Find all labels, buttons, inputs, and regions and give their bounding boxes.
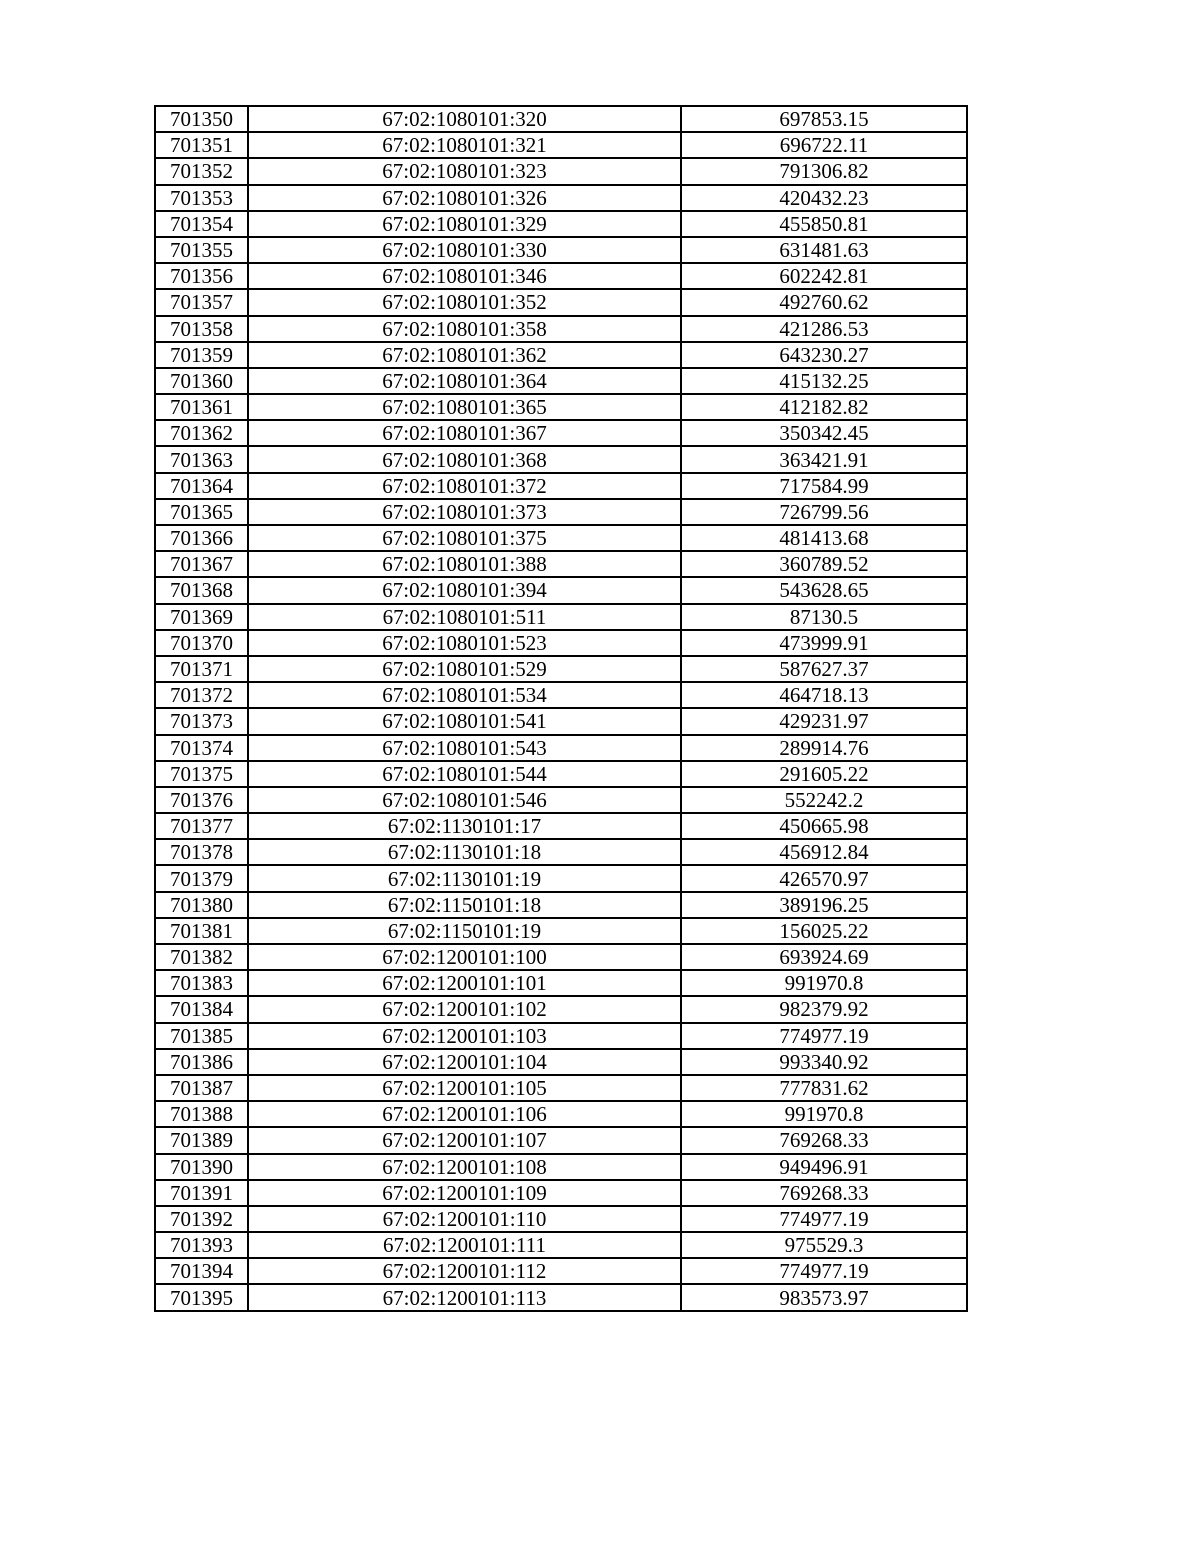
cadastral-number-cell: 67:02:1080101:346 [248, 263, 681, 289]
cadastral-value-cell: 991970.8 [681, 970, 967, 996]
table-row [155, 132, 967, 158]
cadastral-number-cell: 67:02:1080101:352 [248, 289, 681, 315]
row-number-cell: 701367 [155, 551, 248, 577]
cadastral-number-cell: 67:02:1200101:103 [248, 1023, 681, 1049]
cadastral-value-cell: 774977.19 [681, 1206, 967, 1232]
row-number-cell: 701363 [155, 446, 248, 472]
cadastral-number-cell: 67:02:1200101:105 [248, 1075, 681, 1101]
row-number-cell: 701371 [155, 656, 248, 682]
cadastral-value-cell: 983573.97 [681, 1284, 967, 1310]
table-row [155, 185, 967, 211]
row-number-cell: 701380 [155, 892, 248, 918]
cadastral-number-cell: 67:02:1080101:544 [248, 761, 681, 787]
cadastral-value-cell: 975529.3 [681, 1232, 967, 1258]
row-number-cell: 701374 [155, 735, 248, 761]
row-number-cell: 701350 [155, 106, 248, 132]
row-number-cell: 701364 [155, 473, 248, 499]
row-number-cell: 701392 [155, 1206, 248, 1232]
table-row [155, 473, 967, 499]
cadastral-number-cell: 67:02:1080101:321 [248, 132, 681, 158]
table-row [155, 1049, 967, 1075]
cadastral-value-cell: 769268.33 [681, 1180, 967, 1206]
cadastral-value-cell: 552242.2 [681, 787, 967, 813]
row-number-cell: 701391 [155, 1180, 248, 1206]
table-row [155, 158, 967, 184]
cadastral-value-cell: 415132.25 [681, 368, 967, 394]
cadastral-number-cell: 67:02:1200101:109 [248, 1180, 681, 1206]
cadastral-value-cell: 289914.76 [681, 735, 967, 761]
cadastral-value-cell: 426570.97 [681, 865, 967, 891]
table-row [155, 1101, 967, 1127]
cadastral-value-cell: 543628.65 [681, 577, 967, 603]
cadastral-number-cell: 67:02:1080101:511 [248, 604, 681, 630]
cadastral-number-cell: 67:02:1130101:18 [248, 839, 681, 865]
cadastral-number-cell: 67:02:1080101:534 [248, 682, 681, 708]
row-number-cell: 701377 [155, 813, 248, 839]
cadastral-value-cell: 696722.11 [681, 132, 967, 158]
row-number-cell: 701385 [155, 1023, 248, 1049]
cadastral-value-cell: 420432.23 [681, 185, 967, 211]
cadastral-number-cell: 67:02:1080101:367 [248, 420, 681, 446]
row-number-cell: 701359 [155, 342, 248, 368]
cadastral-number-cell: 67:02:1200101:104 [248, 1049, 681, 1075]
table-row [155, 106, 967, 132]
table-row [155, 708, 967, 734]
cadastral-value-cell: 455850.81 [681, 211, 967, 237]
cadastral-number-cell: 67:02:1080101:523 [248, 630, 681, 656]
table-row [155, 577, 967, 603]
cadastral-value-cell: 769268.33 [681, 1127, 967, 1153]
cadastral-value-cell: 777831.62 [681, 1075, 967, 1101]
table-row [155, 996, 967, 1022]
row-number-cell: 701395 [155, 1284, 248, 1310]
table-row [155, 446, 967, 472]
cadastral-value-cell: 363421.91 [681, 446, 967, 472]
row-number-cell: 701382 [155, 944, 248, 970]
cadastral-number-cell: 67:02:1080101:373 [248, 499, 681, 525]
table-row [155, 1154, 967, 1180]
table-row [155, 656, 967, 682]
row-number-cell: 701351 [155, 132, 248, 158]
row-number-cell: 701393 [155, 1232, 248, 1258]
cadastral-number-cell: 67:02:1080101:529 [248, 656, 681, 682]
row-number-cell: 701352 [155, 158, 248, 184]
cadastral-value-cell: 631481.63 [681, 237, 967, 263]
table-row [155, 1258, 967, 1284]
cadastral-value-cell: 350342.45 [681, 420, 967, 446]
table-row [155, 944, 967, 970]
row-number-cell: 701353 [155, 185, 248, 211]
cadastral-value-cell: 450665.98 [681, 813, 967, 839]
cadastral-number-cell: 67:02:1080101:372 [248, 473, 681, 499]
cadastral-number-cell: 67:02:1080101:326 [248, 185, 681, 211]
cadastral-value-cell: 360789.52 [681, 551, 967, 577]
cadastral-number-cell: 67:02:1080101:375 [248, 525, 681, 551]
row-number-cell: 701354 [155, 211, 248, 237]
row-number-cell: 701368 [155, 577, 248, 603]
table-row [155, 499, 967, 525]
cadastral-number-cell: 67:02:1080101:364 [248, 368, 681, 394]
cadastral-number-cell: 67:02:1200101:111 [248, 1232, 681, 1258]
cadastral-value-cell: 412182.82 [681, 394, 967, 420]
cadastral-number-cell: 67:02:1200101:108 [248, 1154, 681, 1180]
cadastral-number-cell: 67:02:1200101:112 [248, 1258, 681, 1284]
cadastral-value-cell: 993340.92 [681, 1049, 967, 1075]
table-row [155, 1023, 967, 1049]
cadastral-number-cell: 67:02:1130101:17 [248, 813, 681, 839]
cadastral-number-cell: 67:02:1200101:107 [248, 1127, 681, 1153]
cadastral-value-cell: 991970.8 [681, 1101, 967, 1127]
row-number-cell: 701365 [155, 499, 248, 525]
row-number-cell: 701389 [155, 1127, 248, 1153]
cadastral-value-cell: 156025.22 [681, 918, 967, 944]
cadastral-value-cell: 693924.69 [681, 944, 967, 970]
cadastral-value-cell: 982379.92 [681, 996, 967, 1022]
cadastral-number-cell: 67:02:1200101:100 [248, 944, 681, 970]
cadastral-value-cell: 697853.15 [681, 106, 967, 132]
cadastre-value-table [154, 105, 968, 1312]
table-row [155, 1127, 967, 1153]
table-row [155, 682, 967, 708]
cadastral-number-cell: 67:02:1080101:368 [248, 446, 681, 472]
cadastral-value-cell: 602242.81 [681, 263, 967, 289]
table-row [155, 918, 967, 944]
table-row [155, 342, 967, 368]
cadastral-number-cell: 67:02:1200101:106 [248, 1101, 681, 1127]
cadastral-value-cell: 791306.82 [681, 158, 967, 184]
row-number-cell: 701360 [155, 368, 248, 394]
cadastral-number-cell: 67:02:1150101:19 [248, 918, 681, 944]
row-number-cell: 701369 [155, 604, 248, 630]
row-number-cell: 701357 [155, 289, 248, 315]
cadastral-number-cell: 67:02:1200101:110 [248, 1206, 681, 1232]
table-row [155, 839, 967, 865]
cadastral-value-cell: 717584.99 [681, 473, 967, 499]
table-row [155, 787, 967, 813]
table-row [155, 1284, 967, 1310]
cadastral-number-cell: 67:02:1080101:362 [248, 342, 681, 368]
cadastral-value-cell: 774977.19 [681, 1023, 967, 1049]
cadastral-value-cell: 774977.19 [681, 1258, 967, 1284]
cadastral-number-cell: 67:02:1080101:546 [248, 787, 681, 813]
cadastral-number-cell: 67:02:1080101:541 [248, 708, 681, 734]
row-number-cell: 701373 [155, 708, 248, 734]
cadastral-value-cell: 291605.22 [681, 761, 967, 787]
row-number-cell: 701361 [155, 394, 248, 420]
row-number-cell: 701370 [155, 630, 248, 656]
cadastral-number-cell: 67:02:1080101:365 [248, 394, 681, 420]
row-number-cell: 701381 [155, 918, 248, 944]
cadastral-value-cell: 389196.25 [681, 892, 967, 918]
table-row [155, 551, 967, 577]
cadastral-number-cell: 67:02:1080101:320 [248, 106, 681, 132]
cadastral-number-cell: 67:02:1080101:323 [248, 158, 681, 184]
cadastral-number-cell: 67:02:1080101:329 [248, 211, 681, 237]
row-number-cell: 701375 [155, 761, 248, 787]
table-row [155, 1075, 967, 1101]
table-body [155, 106, 967, 1311]
cadastral-value-cell: 492760.62 [681, 289, 967, 315]
row-number-cell: 701356 [155, 263, 248, 289]
table-row [155, 211, 967, 237]
row-number-cell: 701383 [155, 970, 248, 996]
row-number-cell: 701390 [155, 1154, 248, 1180]
table-row [155, 630, 967, 656]
cadastral-number-cell: 67:02:1080101:394 [248, 577, 681, 603]
table-row [155, 761, 967, 787]
cadastral-value-cell: 587627.37 [681, 656, 967, 682]
table-row [155, 420, 967, 446]
row-number-cell: 701362 [155, 420, 248, 446]
table-row [155, 1180, 967, 1206]
table-row [155, 394, 967, 420]
table-row [155, 892, 967, 918]
cadastral-number-cell: 67:02:1080101:388 [248, 551, 681, 577]
cadastral-number-cell: 67:02:1130101:19 [248, 865, 681, 891]
row-number-cell: 701386 [155, 1049, 248, 1075]
table-row [155, 1206, 967, 1232]
cadastral-value-cell: 949496.91 [681, 1154, 967, 1180]
cadastral-value-cell: 87130.5 [681, 604, 967, 630]
row-number-cell: 701387 [155, 1075, 248, 1101]
table-row [155, 237, 967, 263]
row-number-cell: 701358 [155, 316, 248, 342]
cadastral-value-cell: 464718.13 [681, 682, 967, 708]
table-row [155, 1232, 967, 1258]
cadastral-number-cell: 67:02:1150101:18 [248, 892, 681, 918]
table-row [155, 263, 967, 289]
cadastral-number-cell: 67:02:1080101:330 [248, 237, 681, 263]
cadastral-number-cell: 67:02:1200101:101 [248, 970, 681, 996]
row-number-cell: 701394 [155, 1258, 248, 1284]
row-number-cell: 701384 [155, 996, 248, 1022]
cadastral-value-cell: 481413.68 [681, 525, 967, 551]
table-row [155, 368, 967, 394]
row-number-cell: 701366 [155, 525, 248, 551]
table-row [155, 813, 967, 839]
cadastral-number-cell: 67:02:1200101:113 [248, 1284, 681, 1310]
cadastral-value-cell: 429231.97 [681, 708, 967, 734]
table-row [155, 289, 967, 315]
cadastral-number-cell: 67:02:1200101:102 [248, 996, 681, 1022]
table-row [155, 970, 967, 996]
row-number-cell: 701376 [155, 787, 248, 813]
table-row [155, 604, 967, 630]
row-number-cell: 701355 [155, 237, 248, 263]
row-number-cell: 701388 [155, 1101, 248, 1127]
row-number-cell: 701378 [155, 839, 248, 865]
table-row [155, 735, 967, 761]
cadastral-value-cell: 421286.53 [681, 316, 967, 342]
cadastral-value-cell: 473999.91 [681, 630, 967, 656]
cadastral-value-cell: 726799.56 [681, 499, 967, 525]
row-number-cell: 701379 [155, 865, 248, 891]
cadastral-number-cell: 67:02:1080101:358 [248, 316, 681, 342]
table-row [155, 525, 967, 551]
cadastral-value-cell: 643230.27 [681, 342, 967, 368]
row-number-cell: 701372 [155, 682, 248, 708]
cadastral-value-cell: 456912.84 [681, 839, 967, 865]
table-row [155, 865, 967, 891]
cadastral-number-cell: 67:02:1080101:543 [248, 735, 681, 761]
table-row [155, 316, 967, 342]
